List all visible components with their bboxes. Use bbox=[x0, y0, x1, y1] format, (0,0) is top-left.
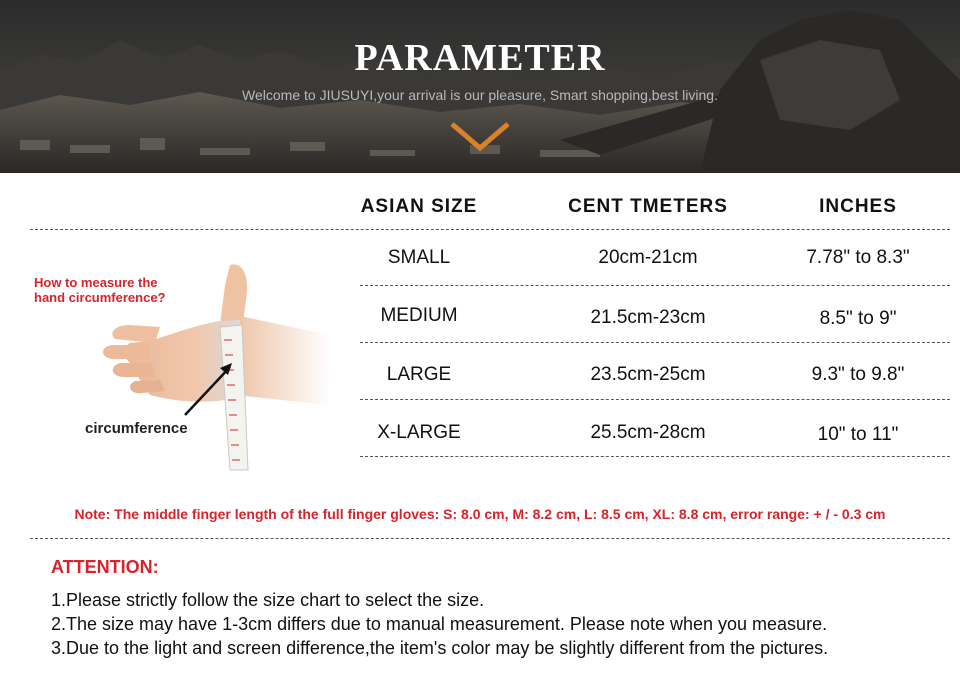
table-cell-size: X-LARGE bbox=[377, 422, 461, 443]
table-cell-size: MEDIUM bbox=[380, 305, 458, 326]
circumference-label: circumference bbox=[85, 420, 188, 437]
table-divider bbox=[30, 229, 950, 230]
table-divider bbox=[360, 285, 950, 286]
header-asian-size: ASIAN SIZE bbox=[360, 196, 478, 217]
how-to-measure-caption bbox=[34, 275, 166, 305]
attention-title: ATTENTION: bbox=[51, 557, 159, 577]
table-divider bbox=[360, 342, 950, 343]
table-cell-cm: 20cm-21cm bbox=[598, 247, 698, 268]
table-divider bbox=[360, 456, 950, 457]
table-divider bbox=[360, 399, 950, 400]
attention-item: 2.The size may have 1-3cm differs due to manual measurement. Please note when you measure. bbox=[51, 614, 828, 634]
table-cell-inches: 10" to 11" bbox=[817, 424, 899, 445]
table-cell-inches: 9.3" to 9.8" bbox=[811, 364, 905, 385]
header-banner bbox=[0, 0, 960, 173]
table-cell-cm: 21.5cm-23cm bbox=[590, 307, 706, 328]
how-to-measure-line2: hand circumference? bbox=[34, 290, 166, 305]
welcome-subtitle: Welcome to JIUSUYI,your arrival is our pleasure, Smart shopping,best living. bbox=[242, 87, 718, 103]
table-cell-inches: 8.5" to 9" bbox=[819, 308, 897, 329]
header-inches: INCHES bbox=[819, 196, 897, 217]
table-cell-cm: 23.5cm-25cm bbox=[590, 364, 706, 385]
attention-item: 3.Due to the light and screen difference,the item's color may be slightly different from the pictures. bbox=[51, 638, 829, 658]
finger-length-note: Note: The middle finger length of the full finger gloves: S: 8.0 cm, M: 8.2 cm, L: 8.5 cm, XL: 8.8 cm, error range: + / - 0.3 cm bbox=[74, 506, 886, 522]
table-cell-cm: 25.5cm-28cm bbox=[590, 422, 706, 443]
page-title: PARAMETER bbox=[354, 37, 606, 79]
chevron-down-icon bbox=[448, 120, 512, 154]
table-cell-size: LARGE bbox=[386, 364, 452, 385]
how-to-measure-line1: How to measure the bbox=[34, 275, 158, 290]
header-centimeters: CENT TMETERS bbox=[568, 196, 728, 217]
table-cell-inches: 7.78" to 8.3" bbox=[806, 247, 910, 268]
table-cell-size: SMALL bbox=[387, 247, 451, 268]
section-divider bbox=[30, 538, 950, 539]
attention-item: 1.Please strictly follow the size chart to select the size. bbox=[51, 590, 485, 610]
